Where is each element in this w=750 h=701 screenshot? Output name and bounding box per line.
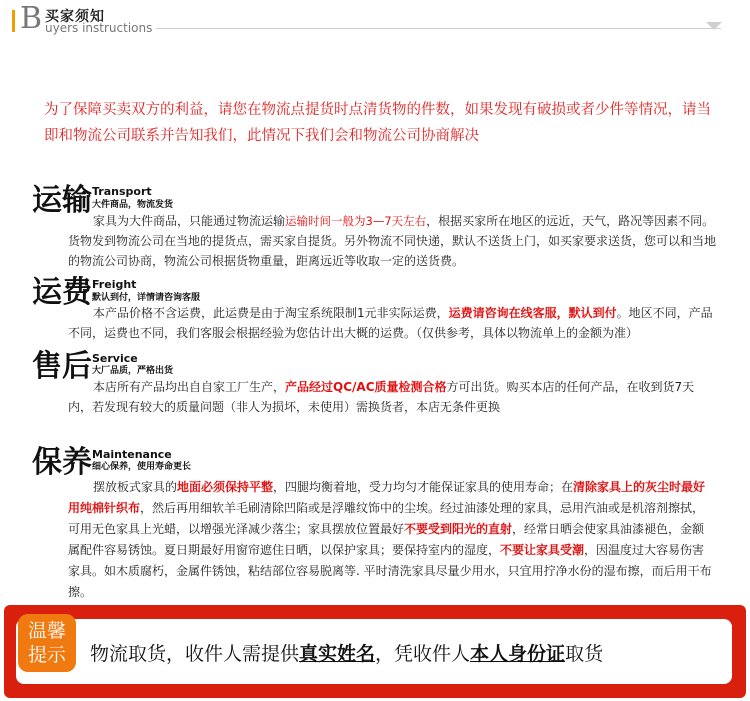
body-text: 家具为大件商品，只能通过物流运输 — [93, 214, 286, 228]
header-letter: B — [20, 1, 43, 36]
header-divider — [156, 28, 721, 29]
reminder-text-part: 取货 — [565, 643, 604, 665]
section-title: 保养 — [32, 445, 92, 480]
reminder-emphasis-name: 真实姓名 — [299, 643, 376, 665]
body-text: ，四腿均衡着地，受力均匀才能保证家具的使用寿命；在 — [273, 480, 574, 494]
reminder-text — [90, 630, 603, 678]
body-text: 本产品价格不含运费，此运费是由于淘宝系统限制1元非实际运费， — [93, 306, 449, 320]
body-text: ，然后再用细软羊毛刷清除凹陷或是浮雕纹饰中的尘埃。经过油漆处理的家具，忌用汽油或是机溶剂擦拭，可用无色家具上光蜡，以增强光泽减少落尘；家具摆放位置最好 — [68, 501, 705, 536]
maintenance-highlight: 不要让家具受潮 — [500, 543, 585, 557]
section-subtitle: 大件商品，物流发货 — [92, 200, 174, 210]
header-title: 买家须知 — [45, 9, 105, 25]
header-accent-bar — [12, 10, 15, 32]
maintenance-highlight: 地面必须保持平整 — [177, 480, 274, 494]
badge-line-1: 温馨 — [27, 620, 66, 642]
body-text: 方可出货。购买本店的任何产品，在收到货7天内，若发现有较大的质量问题（非人为损坏，未使用）需换货者，本店无条件更换 — [68, 380, 695, 414]
intro-notice: 为了保障买卖双方的利益，请您在物流点提货时点清货物的件数，如果发现有破损或者少件等情况，请当即和物流公司联系并告知我们，此情况下我们会和物流公司协商解决 — [44, 102, 711, 144]
maintenance-highlight: 不要受到阳光的直射 — [404, 522, 513, 536]
section-body — [68, 211, 720, 271]
section-subtitle: 大厂品质，严格出货 — [92, 366, 174, 376]
freight-highlight: 运费请咨询在线客服，默认到付 — [448, 306, 617, 320]
section-en-title: Transport — [92, 185, 152, 198]
section-en-title: Freight — [92, 278, 137, 291]
body-text: 摆放板式家具的 — [93, 480, 178, 494]
page-header — [0, 0, 750, 48]
section-body — [68, 477, 716, 603]
reminder-badge — [18, 614, 76, 672]
maintenance-highlight: 清除家具上的灰尘时最好用纯棉针织布 — [68, 480, 706, 515]
header-arrow-icon — [706, 22, 722, 30]
section-title: 售后 — [32, 349, 92, 384]
body-text: 。地区不同，产品不同，运费也不同，我们客服会根据经验为您估计出大概的运费。（仅供参考，具体以物流单上的金额为准） — [68, 306, 713, 340]
section-title: 运费 — [32, 275, 92, 310]
section-title: 运输 — [32, 183, 92, 218]
header-subtitle: uyers instructions — [45, 21, 153, 35]
body-text: ，根据买家所在地区的远近，天气，路况等因素不同。货物发到物流公司在当地的提货点，需买家自提货。另外物流不同快递，默认不送货上门，如买家要求送货，您可以和当地的物流公司协商，物流公司根据货物重量，距离远近等收取一定的送货费。 — [68, 214, 717, 268]
badge-line-2: 提示 — [27, 644, 66, 666]
reminder-text-part: ，凭收件人 — [375, 643, 471, 665]
qc-highlight: 产品经过QC/AC质量检测合格 — [285, 380, 447, 394]
delivery-time-note: 运输时间一般为3—7天左右 — [285, 214, 427, 228]
body-text: ，因温度过大容易伤害家具。如木质腐朽，金属件锈蚀，粘结部位容易脱离等. 平时清洗家具尽量少用水，只宜用拧净水份的湿布擦，而后用干布擦。 — [68, 543, 712, 599]
reminder-emphasis-id: 本人身份证 — [470, 643, 566, 665]
body-text: ，经常日晒会使家具油漆褪色，金额属配件容易锈蚀。夏日期最好用窗帘遮住日晒，以保护家具；要保持室内的湿度， — [68, 522, 705, 557]
reminder-text-part: 物流取货，收件人需提供 — [90, 643, 300, 665]
section-body — [68, 377, 718, 417]
section-en-title: Service — [92, 352, 138, 365]
section-subtitle: 细心保养，使用寿命更长 — [92, 462, 192, 472]
section-subtitle: 默认到付，详情请咨询客服 — [92, 293, 201, 303]
section-en-title: Maintenance — [92, 448, 172, 461]
body-text: 本店所有产品均出自自家工厂生产， — [93, 380, 286, 394]
section-body — [68, 303, 718, 343]
